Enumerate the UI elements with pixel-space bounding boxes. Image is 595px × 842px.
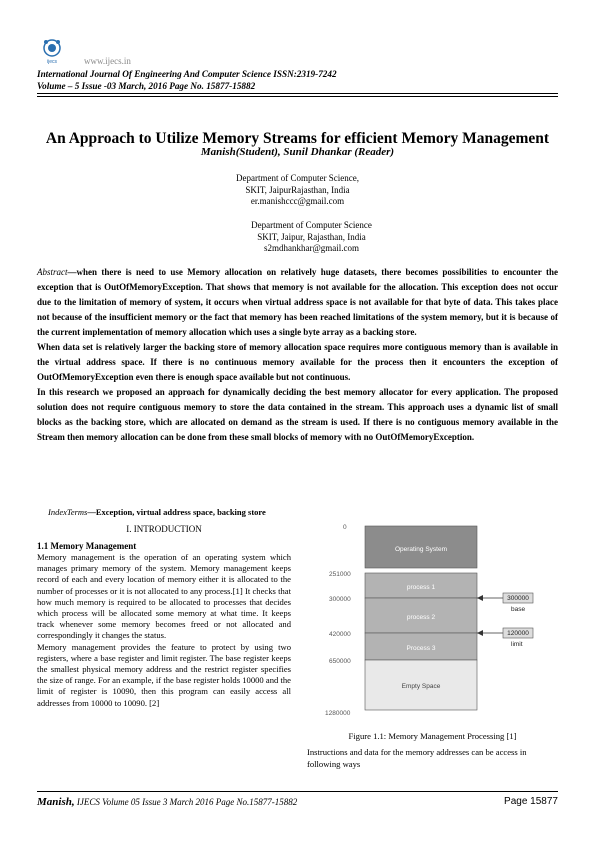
abstract-text-1: —when there is need to use Memory allocation on relatively huge datasets, there becomes possibilities to encounter the exception that is OutOfMemoryException. That shows that memory is not available for the allocation. This exception does not occur due to the limitation of memory of system, it occurs when virtual address space is not available for that byte of data. This takes place not because of the insufficient memory or the fact that memory has been reached limitations of the system memory, but it is because of the current implementation of memory allocation which uses a single byte array as a backing store. [37,267,558,337]
affiliation-2-place: SKIT, Jaipur, Rajasthan, India [257,231,366,242]
memory-diagram [307,518,558,718]
index-terms-lead: IndexTerms [48,507,88,517]
after-figure-text: Instructions and data for the memory addresses can be access in following ways [307,747,527,769]
section-heading: I. INTRODUCTION [126,524,202,534]
block-label-process-3: Process 3 [406,645,436,652]
section-body [37,552,291,709]
affiliation-2-email: s2mdhankhar@gmail.com [263,243,360,253]
affiliation-2 [0,220,595,255]
abstract [37,265,558,445]
limit-register-label: limit [511,641,523,648]
journal-logo [37,36,67,66]
paper-authors: Manish(Student), Sunil Dhankar (Reader) [200,146,395,158]
journal-info [37,68,337,92]
base-register-label: base [511,606,526,613]
subsection-heading: 1.1 Memory Management [37,541,137,551]
affiliation-1-email: er.manishccc@gmail.com [250,196,345,206]
block-label-process-2: process 2 [406,614,436,621]
footer-citation [37,796,297,808]
affiliation-1-place: SKIT, JaipurRajasthan, India [245,184,350,195]
body-paragraph-2: Memory management provides the feature to protect by using two registers, where a base register and limit register. The base register keeps the smallest physical memory address and the restrict register specifies the size of range. For an example, if the base register holds 10000 and the limit of register is 10090, then this program can easily access all addresses from 10000 to 10090. [2] [37,641,291,708]
footer-author: Manish, [37,796,75,808]
base-arrow-head [477,595,483,601]
header-rule [37,93,558,94]
figure-caption: Figure 1.1: Memory Management Processing [1] [348,731,517,741]
limit-arrow-head [477,630,483,636]
logo-text: ijecs [46,59,58,65]
limit-register-value: 120000 [507,630,529,637]
abstract-lead: Abstract [37,267,68,277]
paper-title: An Approach to Utilize Memory Streams for efficient Memory Management [45,130,550,147]
address-251000: 251000 [329,571,351,578]
abstract-paragraph-1 [37,265,558,340]
block-label-empty-space: Empty Space [401,683,441,690]
affiliation-2-dept: Department of Computer Science [251,220,372,230]
address-650000: 650000 [329,658,351,665]
address-300000: 300000 [329,596,351,603]
abstract-paragraph-3: In this research we proposed an approach for dynamically deciding the best memory allocator for every application. The proposed solution does not require contiguous memory to store the data contained in the stream. This approach uses a dynamic list of small blocks as the backing store, which are allocated on demand as the stream is used. If there is no contiguous memory available in the Stream then memory allocation can be done from these small blocks of memory with no OutOfMemoryException. [37,387,558,442]
body-paragraph-1: Memory management is the operation of an operating system which manages primary memory of the system. Memory management keeps record of each and every location of memory either it is allocated to the number of processes or it is not allocated to any process.[1] It checks that how much memory is required to be allocated to processes that decides which process will be allocated some memory at what time. It keeps track whenever some memory becomes freed or not allocated and correspondingly it changes the status. [37,552,291,641]
page-number: Page 15877 [504,796,558,807]
block-label-process-1: process 1 [406,584,436,591]
footer-text: IJECS Volume 05 Issue 3 March 2016 Page No.15877-15882 [74,797,298,807]
base-register-value: 300000 [507,595,529,602]
header-rule-2 [37,96,558,97]
block-label-operating-system: Operating System [394,546,448,553]
affiliation-1 [0,173,595,208]
journal-line-2: Volume – 5 Issue -03 March, 2016 Page No. 15877-15882 [37,81,256,91]
journal-line-1: International Journal Of Engineering And Computer Science ISSN:2319-7242 [37,69,337,79]
index-terms-text: —Exception, virtual address space, backing store [87,507,266,517]
journal-url-link[interactable]: www.ijecs.in [84,56,131,66]
address-420000: 420000 [329,631,351,638]
index-terms [48,507,266,517]
address-1280000: 1280000 [325,710,351,717]
affiliation-1-dept: Department of Computer Science, [236,173,359,183]
address-0: 0 [343,524,347,531]
footer-rule [37,791,558,792]
abstract-paragraph-2: When data set is relatively larger the backing store of memory allocation space requires more contiguous memory than is available in the virtual address space. If there is no continuous memory available for the process then it encounters the exception of OutOfMemoryException even there is enough space available but not continuous. [37,342,558,382]
